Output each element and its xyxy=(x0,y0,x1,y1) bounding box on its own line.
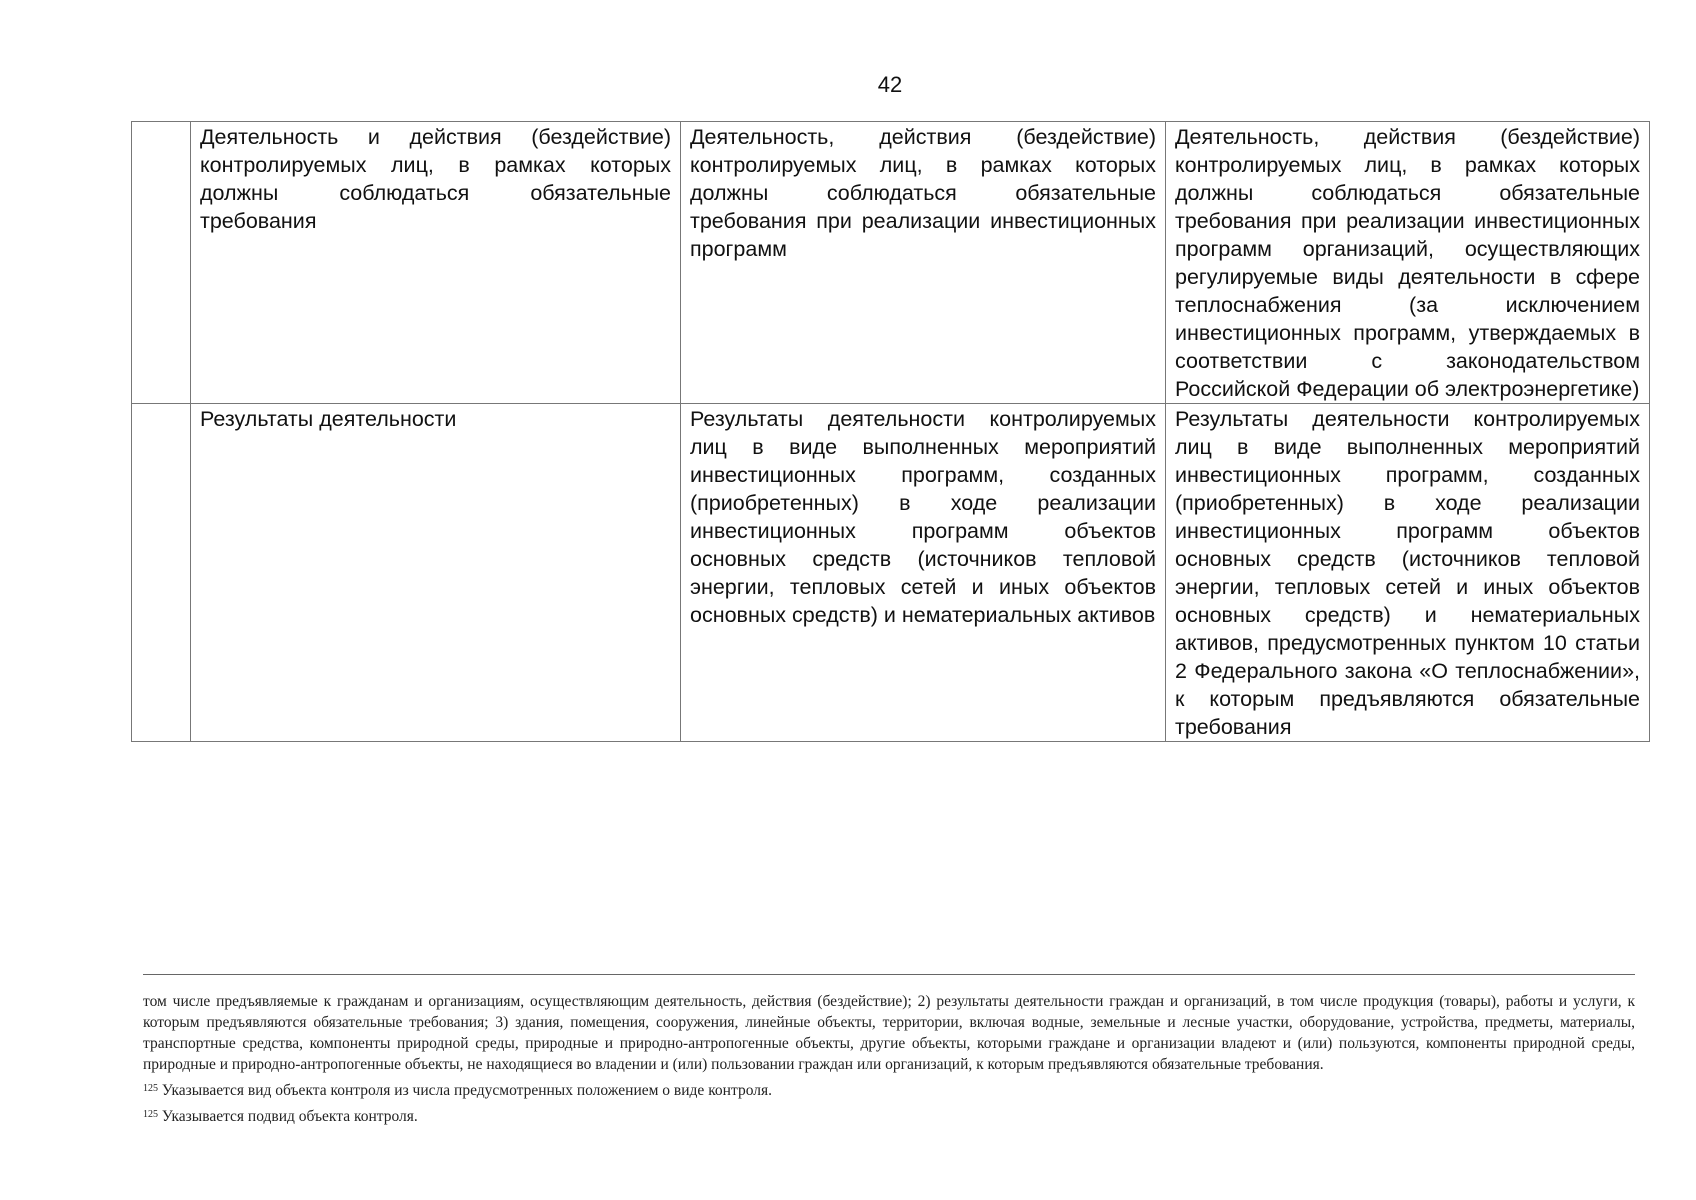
object-type-cell: Деятельность и действия (бездействие) контролируемых лиц, в рамках которых должны соблюдаться обязательные требования xyxy=(191,122,681,404)
table-row xyxy=(132,122,1650,404)
object-type-cell: Результаты деятельности xyxy=(191,404,681,742)
footnotes xyxy=(143,974,1635,1132)
row-number-cell xyxy=(132,404,191,742)
object-subtype-cell: Деятельность, действия (бездействие) контролируемых лиц, в рамках которых должны соблюдаться обязательные требования при реализации инвестиционных программ xyxy=(681,122,1166,404)
footnote-text: Указывается вид объекта контроля из числа предусмотренных положением о виде контроля. xyxy=(158,1082,772,1099)
footnote-mark: 125 xyxy=(143,1083,158,1094)
object-subtype-cell: Результаты деятельности контролируемых лиц в виде выполненных мероприятий инвестиционных программ, созданных (приобретенных) в ходе реализации инвестиционных программ объектов основных средств (источников тепловой энергии, тепловых сетей и иных объектов основных средств) и нематериальных активов xyxy=(681,404,1166,742)
footnote-continuation: том числе предъявляемые к гражданам и организациям, осуществляющим деятельность, действия (бездействие); 2) результаты деятельности граждан и организаций, в том числе продукция (товары), работы и услуги, к которым предъявляются обязательные требования; 3) здания, помещения, сооружения, линейные объекты, территории, включая водные, земельные и лесные участки, оборудование, устройства, предметы, материалы, транспортные средства, компоненты природной среды, природные и природно-антропогенные объекты, другие объекты, которыми граждане и организации владеют и (или) пользуются, компоненты природной среды, природные и природно-антропогенные объекты, не находящиеся во владении и (или) пользовании граждан или организаций, к которым предъявляются обязательные требования. xyxy=(143,993,1635,1073)
object-description-cell: Деятельность, действия (бездействие) контролируемых лиц, в рамках которых должны соблюдаться обязательные требования при реализации инвестиционных программ организаций, осуществляющих регулируемые виды деятельности в сфере теплоснабжения (за исключением инвестиционных программ, утверждаемых в соответствии с законодательством Российской Федерации об электроэнергетике) xyxy=(1166,122,1650,404)
footnote xyxy=(143,1106,1635,1127)
footnote-mark: 125 xyxy=(143,1109,158,1120)
footnote xyxy=(143,1080,1635,1101)
footnote-text: Указывается подвид объекта контроля. xyxy=(158,1108,418,1125)
objects-table xyxy=(131,121,1650,742)
row-number-cell xyxy=(132,122,191,404)
page-number: 42 xyxy=(877,72,903,97)
object-description-cell: Результаты деятельности контролируемых лиц в виде выполненных мероприятий инвестиционных программ, созданных (приобретенных) в ходе реализации инвестиционных программ объектов основных средств (источников тепловой энергии, тепловых сетей и иных объектов основных средств) и нематериальных активов, предусмотренных пунктом 10 статьи 2 Федерального закона «О теплоснабжении», к которым предъявляются обязательные требования xyxy=(1166,404,1650,742)
table-row xyxy=(132,404,1650,742)
